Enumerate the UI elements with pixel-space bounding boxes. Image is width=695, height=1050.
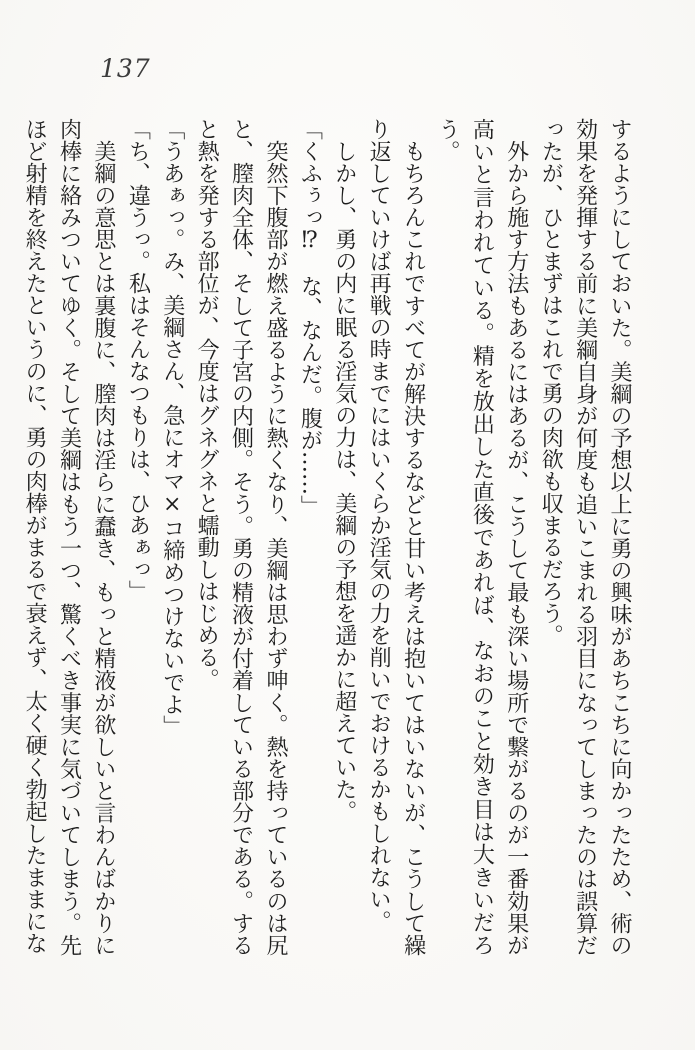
- novel-text-block: [17, 118, 636, 956]
- paragraph-4: しかし、勇の内に眠る淫気の力は、美綱の予想を遥かに超えていた。: [331, 118, 357, 822]
- paragraph-3: もちろんこれですべてが解決するなどと甘い考えは抱いてはいないが、こうして繰り返していけば再戦の時までにはいくらか淫気の力を削いでおけるかもしれない。: [366, 118, 426, 956]
- paragraph-8-dialogue: 「ち、違うっ。私はそんなつもりは、ひあぁっ」: [125, 118, 151, 602]
- page-number: 137: [100, 54, 151, 83]
- paragraph-9: 美綱の意思とは裏腹に、膣肉は淫らに蠢き、もっと精液が欲しいと言わんばかりに肉棒に絡みついてゆく。そして美綱はもう一つ、驚くべき事実に気づいてしまう。先ほど射精を終えたというのに、勇の肉棒がまるで衰えず、太く硬く勃起したままにな: [22, 118, 116, 957]
- paragraph-1: するようにしておいた。美綱の予想以上に勇の興味があちこちに向かったため、術の効果を発揮する前に美綱自身が何度も追いこまれる羽目になってしまったのは誤算だったが、ひとまずはこれで勇の肉欲も収まるだろう。: [538, 118, 632, 957]
- paragraph-2: 外から施す方法もあるにはあるが、こうして最も深い場所で繋がるのが一番効果が高いと言われている。精を放出した直後であれば、なおのこと効き目は大きいだろう。: [434, 118, 529, 956]
- paragraph-5-dialogue: 「くふぅっ⁉ な、なんだ。腹が……」: [297, 118, 323, 517]
- paragraph-7-dialogue: 「うあぁっ。み、美綱さん、急にオマ×コ締めつけないでよ」: [159, 118, 185, 737]
- paragraph-6: 突然下腹部が燃え盛るように熱くなり、美綱は思わず呻く。熱を持っているのは尻と、膣肉全体、そして子宮の内側。そう。勇の精液が付着している部分である。すると熱を発する部位が、今度はグネグネと蠕動しはじめる。: [194, 118, 288, 957]
